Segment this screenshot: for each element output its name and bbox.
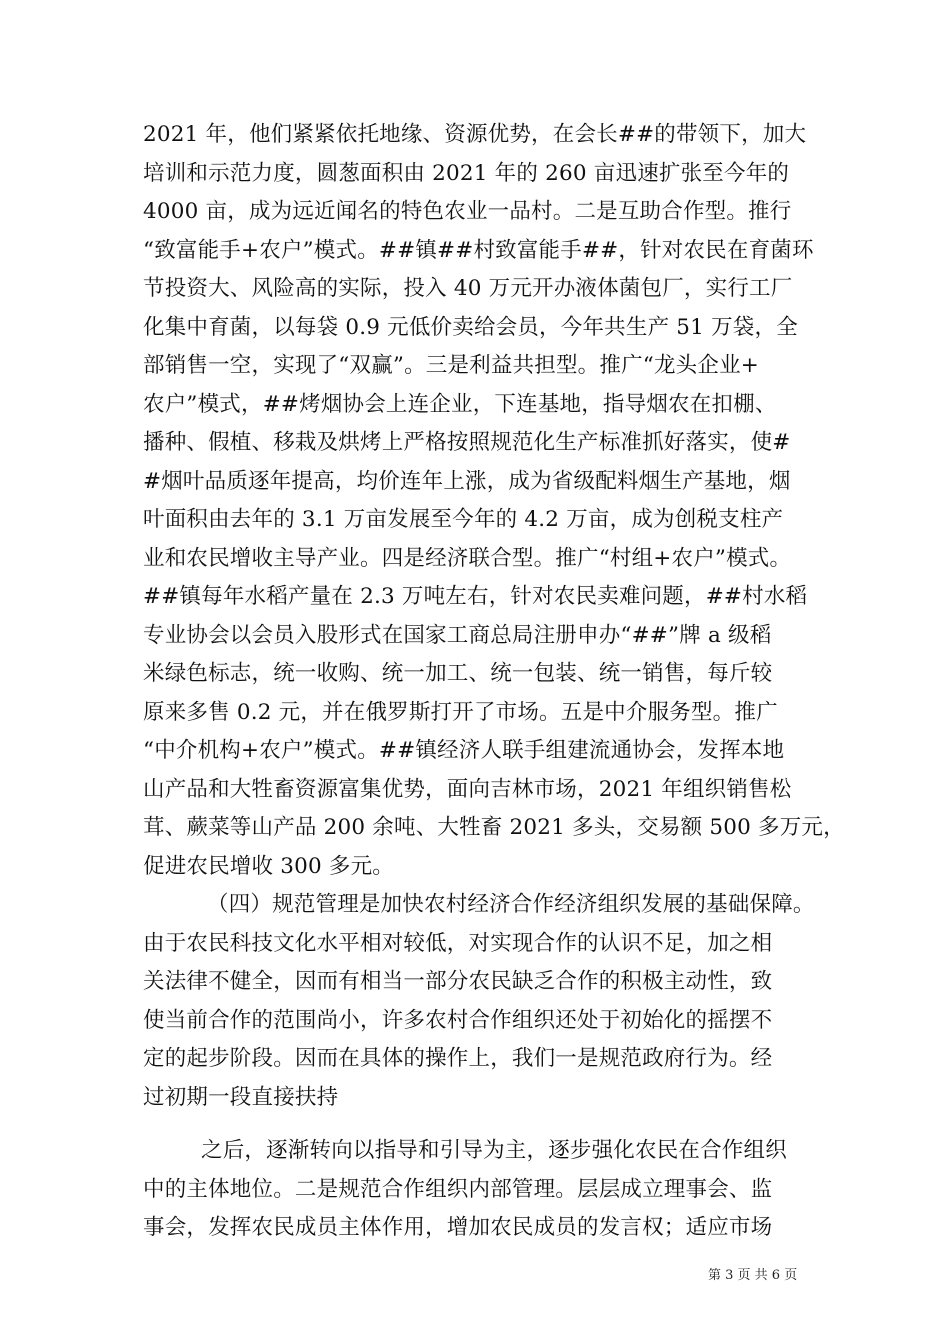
body-text-line: 使当前合作的范围尚小，许多农村合作组织还处于初始化的摇摆不 <box>143 1007 773 1033</box>
body-text-line: “中介机构+农户”模式。##镇经济人联手组建流通协会，发挥本地 <box>143 738 785 763</box>
body-text-line: 米绿色标志，统一收购、统一加工、统一包装、统一销售，每斤较 <box>143 661 773 686</box>
body-text-line: 业和农民增收主导产业。四是经济联合型。推广“村组+农户”模式。 <box>143 545 792 571</box>
body-text-line: 事会，发挥农民成员主体作用，增加农民成员的发言权；适应市场 <box>143 1215 773 1240</box>
body-text-line: 农户”模式，##烤烟协会上连企业，下连基地，指导烟农在扣棚、 <box>143 391 777 417</box>
body-text-line: 原来多售 0.2 元，并在俄罗斯打开了市场。五是中介服务型。推广 <box>143 699 778 725</box>
body-text-line: 播种、假植、移栽及烘烤上严格按照规范化生产标准抓好落实，使# <box>143 430 791 455</box>
body-text-line: “致富能手+农户”模式。##镇##村致富能手##，针对农民在育菌环 <box>143 237 814 263</box>
body-text-line: 关法律不健全，因而有相当一部分农民缺乏合作的积极主动性，致 <box>143 969 773 994</box>
paragraph-start-line: 之后，逐渐转向以指导和引导为主，逐步强化农民在合作组织 <box>201 1138 787 1163</box>
body-text-line: 节投资大、风险高的实际，投入 40 万元开办液体菌包厂，实行工厂 <box>143 276 793 301</box>
body-text-line: #烟叶品质逐年提高，均价连年上涨，成为省级配料烟生产基地，烟 <box>143 468 791 494</box>
body-text-line: ##镇每年水稻产量在 2.3 万吨左右，针对农民卖难问题，##村水稻 <box>143 584 808 609</box>
body-text-line: 4000 亩，成为远近闻名的特色农业一品村。二是互助合作型。推行 <box>143 199 792 224</box>
body-text-line: 化集中育菌，以每袋 0.9 元低价卖给会员，今年共生产 51 万袋，全 <box>143 314 798 340</box>
body-text-line: 专业协会以会员入股形式在国家工商总局注册申办“##”牌 a 级稻 <box>143 622 772 648</box>
body-text-line: 过初期一段直接扶持 <box>143 1084 339 1110</box>
body-text-line: 部销售一空，实现了“双赢”。三是利益共担型。推广“龙头企业+ <box>143 353 759 378</box>
body-text-line: 培训和示范力度，圆葱面积由 2021 年的 260 亩迅速扩张至今年的 <box>143 160 790 186</box>
body-text-line: 中的主体地位。二是规范合作组织内部管理。层层成立理事会、监 <box>143 1176 773 1202</box>
body-text-line: 叶面积由去年的 3.1 万亩发展至今年的 4.2 万亩，成为创税支柱产 <box>143 507 784 532</box>
section-heading-line: （四）规范管理是加快农村经济合作经济组织发展的基础保障。 <box>207 892 815 917</box>
body-text-line: 促进农民增收 300 多元。 <box>143 853 395 879</box>
body-text-line: 山产品和大牲畜资源富集优势，面向吉林市场，2021 年组织销售松 <box>143 776 792 802</box>
document-body <box>143 116 845 1248</box>
body-text-line: 茸、蕨菜等山产品 200 余吨、大牲畜 2021 多头，交易额 500 多万元， <box>143 815 845 840</box>
body-text-line: 定的起步阶段。因而在具体的操作上，我们一是规范政府行为。经 <box>143 1046 773 1071</box>
body-text-line: 由于农民科技文化水平相对较低，对实现合作的认识不足，加之相 <box>143 930 773 956</box>
body-text-line: 2021 年，他们紧紧依托地缘、资源优势，在会长##的带领下，加大 <box>143 122 807 147</box>
page-number: 第 3 页 共 6 页 <box>708 1268 798 1283</box>
